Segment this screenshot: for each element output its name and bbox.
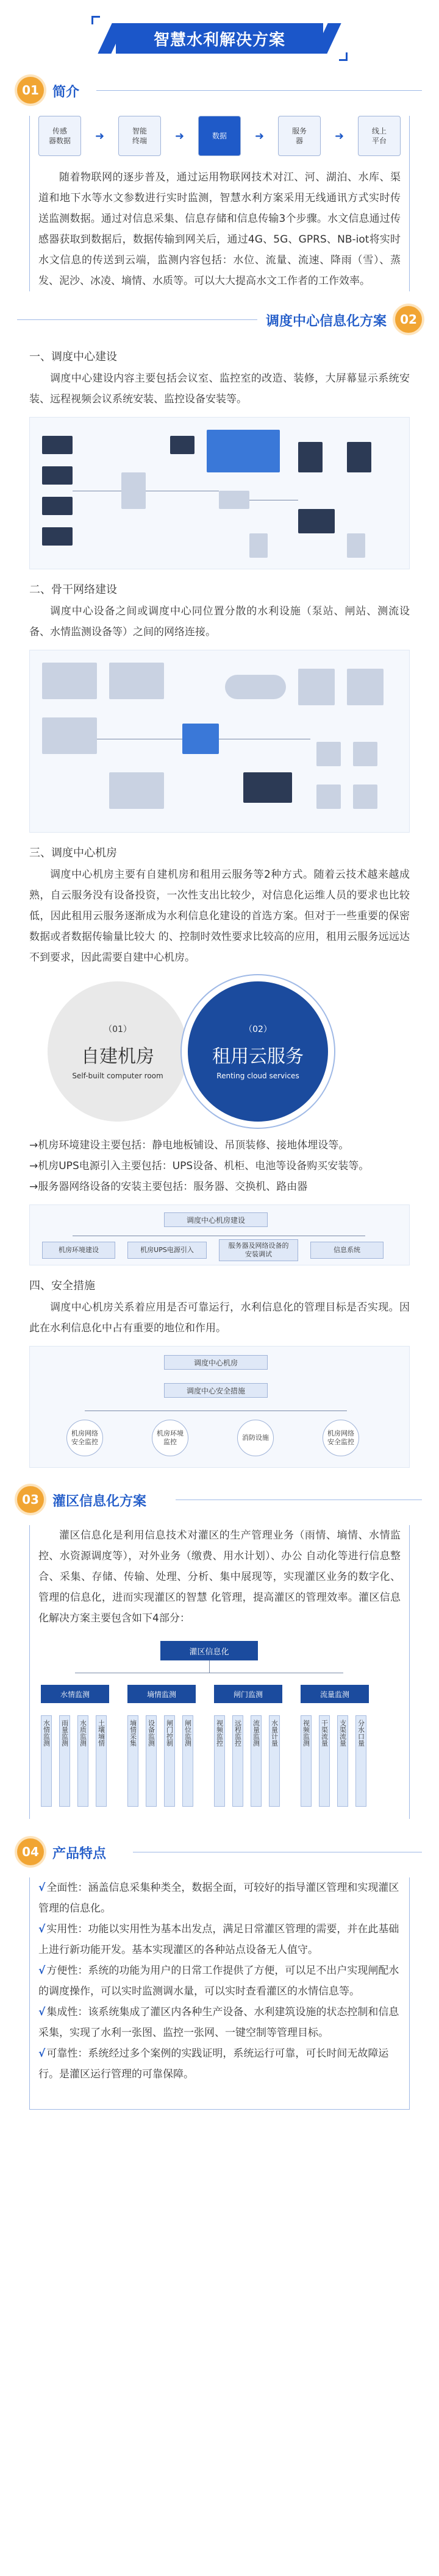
- option-number: （02）: [244, 1025, 272, 1034]
- org-leaf: 水情监测: [41, 1715, 52, 1807]
- org-leaf: 设备监测: [146, 1715, 157, 1807]
- subheading: 一、调度中心建设: [29, 350, 117, 363]
- corner-decoration: [91, 16, 100, 24]
- monitor-icon: [42, 436, 73, 454]
- diagram-item: 机房UPS电源引入: [127, 1242, 207, 1259]
- option-subtitle: Self-built computer room: [72, 1072, 163, 1080]
- paragraph: 调度中心机房关系着应用是否可靠运行，水利信息化的管理目标是否实现。因此在水利信息化中占有重要的地位和作用。: [29, 1301, 410, 1334]
- org-leaf: 水量计量: [269, 1715, 280, 1807]
- org-leaf: 墒情采集: [127, 1715, 138, 1807]
- org-leaf: 流量监测: [251, 1715, 262, 1807]
- diagram-item: 机房网络 安全监控: [66, 1420, 103, 1456]
- monitor-icon: [42, 527, 73, 546]
- divider: [96, 90, 422, 91]
- org-leaf: 闸门控制: [164, 1715, 175, 1807]
- dispatch-content: [0, 346, 439, 1468]
- paragraph: 调度中心机房主要有自建机房和租用云服务等2种方式。随着云技术越来越成熟，自云服务没有设备投资，一次性支出比较少，对信息化运维人员的要求也比较低，因此租用云服务逐渐成为水利信息化建设的首选方案。但对于一些重要的保密数据或者数据传输量比较大 的、控制时效性要求比较高的应用，租用云服务远远达不到要求，因此需要自建中心机房。: [29, 869, 410, 964]
- section-header: [17, 1835, 422, 1869]
- intro-box: [29, 116, 410, 291]
- flow-node-data: 数据: [198, 116, 241, 156]
- facility-photo: [109, 663, 164, 699]
- backbone-network-diagram: [29, 650, 410, 833]
- facility-photo: [42, 663, 97, 699]
- irrigation-structure-diagram: [38, 1636, 401, 1819]
- diagram-item: 消防设施: [237, 1420, 274, 1456]
- org-leaf: 闸位监测: [182, 1715, 193, 1807]
- org-leaf: 视频监控: [214, 1715, 225, 1807]
- subheading: 四、安全措施: [29, 1279, 95, 1292]
- section-irrigation: [0, 1482, 439, 1517]
- security-measures-diagram: [29, 1346, 410, 1468]
- diagram-title: 调度中心机房: [164, 1355, 268, 1370]
- network-hub-icon: [182, 724, 219, 754]
- check-icon: √: [38, 2006, 46, 2018]
- section-title: 灌区信息化方案: [52, 1494, 147, 1509]
- device-icon: [353, 785, 377, 809]
- paragraph: →机房环境建设主要包括：静电地板铺设、吊顶装修、接地体埋设等。: [29, 1139, 349, 1151]
- page-title: 智慧水利解决方案: [153, 30, 285, 49]
- option-cloud: [188, 981, 328, 1122]
- banner-slant-right: [313, 23, 341, 54]
- title-area: [0, 0, 439, 73]
- intro-text: 随着物联网的逐步普及，通过运用物联网技术对江、河、湖泊、水库、渠道和地下水等水文参数进行实时监测，智慧水利方案采用无线通讯方式实时传送监测数据。通过对信息采集、信息存储和信息传输3个步骤。水文信息通过传感器获取到数据后，数据传输到网关后，通过4G、5G、GPRS、NB-iot将实时水文信息的传送到云端，监测内容包括：水位、流量、流速、降雨（雪）、蒸发、泥沙、冰凌、墒情、水质等。可以大大提高水文工作者的工作效率。: [38, 171, 401, 287]
- monitor-icon: [42, 497, 73, 515]
- check-icon: √: [38, 1882, 46, 1894]
- section-header: [17, 73, 422, 107]
- switch-icon: [121, 472, 146, 509]
- org-leaf: 视频监测: [301, 1715, 312, 1807]
- data-flow-diagram: [38, 116, 401, 156]
- monitor-icon: [243, 772, 292, 803]
- arrow-icon: ➜: [95, 129, 105, 143]
- flow-node-platform: 线上 平台: [358, 116, 401, 156]
- monitor-icon: [42, 466, 73, 485]
- divider: [17, 319, 257, 320]
- facility-photo: [42, 717, 97, 754]
- org-branch: 闸门监测: [214, 1685, 282, 1703]
- building-icon: [347, 669, 384, 705]
- corner-decoration: [339, 52, 348, 61]
- option-title: 租用云服务: [212, 1046, 304, 1067]
- paragraph: 灌区信息化是利用信息技术对灌区的生产管理业务（雨情、墒情、水情监控、水资源调度等），对外业务（缴费、用水计划）、办公 自动化等进行信息整合、采集、存储、传输、处理、分析、集中展现等，实现灌区业务的数字化、管理的信息化，进而实现灌区的智慧 化管理，提高灌区的管理效率。灌区信息化解决方案主要包含如下4部分：: [38, 1529, 401, 1624]
- feature-item: √ 可靠性：系统经过多个案例的实践证明，系统运行可靠，可长时间无故障运行。是灌区运行管理的可靠保障。: [38, 2048, 389, 2080]
- section-title: 简介: [52, 85, 80, 100]
- org-root: 灌区信息化: [160, 1641, 258, 1660]
- section-number: 02: [395, 306, 422, 333]
- option-title: 自建机房: [81, 1046, 154, 1067]
- org-branch: 水情监测: [41, 1685, 109, 1703]
- check-icon: √: [38, 1965, 46, 1977]
- banner-slant-left: [98, 23, 125, 54]
- device-icon: [316, 785, 341, 809]
- org-branch: 流量监测: [301, 1685, 369, 1703]
- option-number: （01）: [104, 1025, 132, 1034]
- flow-node-sensor: 传感 器数据: [38, 116, 81, 156]
- speaker-icon: [347, 442, 371, 472]
- diagram-item: 机房环境建设: [42, 1242, 115, 1259]
- option-subtitle: Renting cloud services: [216, 1072, 299, 1080]
- org-leaf: 雨量监测: [59, 1715, 70, 1807]
- org-leaf: 支渠流量: [337, 1715, 348, 1807]
- org-leaf: 远程监控: [232, 1715, 243, 1807]
- dispatch-center-diagram: [29, 417, 410, 569]
- cloud-icon: [225, 675, 286, 699]
- feature-item: √ 全面性：涵盖信息采集种类全，数据全面，可较好的指导灌区管理和实现灌区管理的信息化。: [38, 1882, 399, 1915]
- device-icon: [353, 742, 377, 766]
- section-number: 04: [17, 1838, 44, 1865]
- machine-room-structure-diagram: [29, 1204, 410, 1265]
- section-dispatch: [0, 302, 439, 336]
- microphone-icon: [347, 533, 365, 558]
- section-title: 产品特点: [52, 1846, 107, 1862]
- features-box: [29, 1877, 410, 2110]
- feature-item: √ 方便性：系统的功能为用户的日常工作提供了方便，可以足不出户实现闸配水的调度操作，可以实时监测调水量，可以实时查看灌区的水情信息等。: [38, 1965, 399, 1998]
- microphone-icon: [249, 533, 268, 558]
- connector: [209, 1660, 210, 1673]
- device-icon: [316, 742, 341, 766]
- arrow-icon: ➜: [254, 129, 265, 143]
- feature-item: √ 实用性：功能以实用性为基本出发点，满足日常灌区管理的需要，并在此基础上进行新功能开发。基本实现灌区的各种站点设备无人值守。: [38, 1923, 399, 1956]
- diagram-subtitle: 调度中心安全措施: [164, 1383, 268, 1398]
- section-number: 01: [17, 77, 44, 104]
- feature-item: √ 集成性：该系统集成了灌区内各种生产设备、水利建筑设施的状态控制和信息采集，实现了水利一张图、监控一张网、一键空制等管理目标。: [38, 2006, 399, 2039]
- display-wall-icon: [207, 430, 280, 472]
- diagram-item: 机房网络 安全监控: [323, 1420, 359, 1456]
- org-branch: 墒情监测: [127, 1685, 196, 1703]
- irrigation-box: [29, 1525, 410, 1819]
- section-features: [0, 1835, 439, 1869]
- machine-room-options: [29, 975, 410, 1128]
- section-header: [17, 302, 422, 336]
- flow-node-server: 服务 器: [278, 116, 321, 156]
- building-icon: [298, 669, 335, 705]
- section-number: 03: [17, 1486, 44, 1513]
- diagram-item: 机房环境 监控: [152, 1420, 188, 1456]
- check-icon: √: [38, 2048, 46, 2060]
- section-title: 调度中心信息化方案: [265, 314, 387, 329]
- amplifier-icon: [298, 509, 335, 533]
- facility-photo: [109, 772, 164, 809]
- org-leaf: 干渠流量: [319, 1715, 330, 1807]
- subheading: 三、调度中心机房: [29, 847, 117, 859]
- diagram-item: 服务器及网络设备的 安装调试: [219, 1239, 298, 1261]
- controller-icon: [219, 491, 249, 509]
- option-self-built: [48, 981, 188, 1122]
- paragraph: 调度中心建设内容主要包括会议室、监控室的改造、装修，大屏幕显示系统安装、远程视频会议系统安装、监控设备安装等。: [29, 372, 410, 405]
- section-header: [17, 1482, 422, 1517]
- speaker-icon: [298, 442, 323, 472]
- arrow-icon: ➜: [334, 129, 344, 143]
- subheading: 二、骨干网络建设: [29, 583, 117, 596]
- org-leaf: 水质监测: [77, 1715, 88, 1807]
- paragraph: →服务器网络设备的安装主要包括：服务器、交换机、路由器: [29, 1181, 308, 1193]
- bottom-spacer: [0, 2110, 439, 2134]
- diagram-item: 信息系统: [310, 1242, 384, 1259]
- page-title-banner: [116, 23, 323, 54]
- paragraph: 调度中心设备之间或调度中心同位置分散的水利设施（泵站、闸站、测流设备、水情监测设备等）之间的网络连接。: [29, 605, 410, 638]
- camera-icon: [170, 436, 195, 454]
- flow-node-terminal: 智能 终端: [118, 116, 161, 156]
- section-intro: [0, 73, 439, 107]
- org-leaf: 分水口量: [355, 1715, 366, 1807]
- check-icon: √: [38, 1923, 46, 1935]
- paragraph: →机房UPS电源引入主要包括：UPS设备、机柜、电池等设备购买安装等。: [29, 1160, 369, 1172]
- arrow-icon: ➜: [174, 129, 185, 143]
- org-leaf: 土壤墒情: [96, 1715, 107, 1807]
- diagram-title: 调度中心机房建设: [164, 1212, 268, 1227]
